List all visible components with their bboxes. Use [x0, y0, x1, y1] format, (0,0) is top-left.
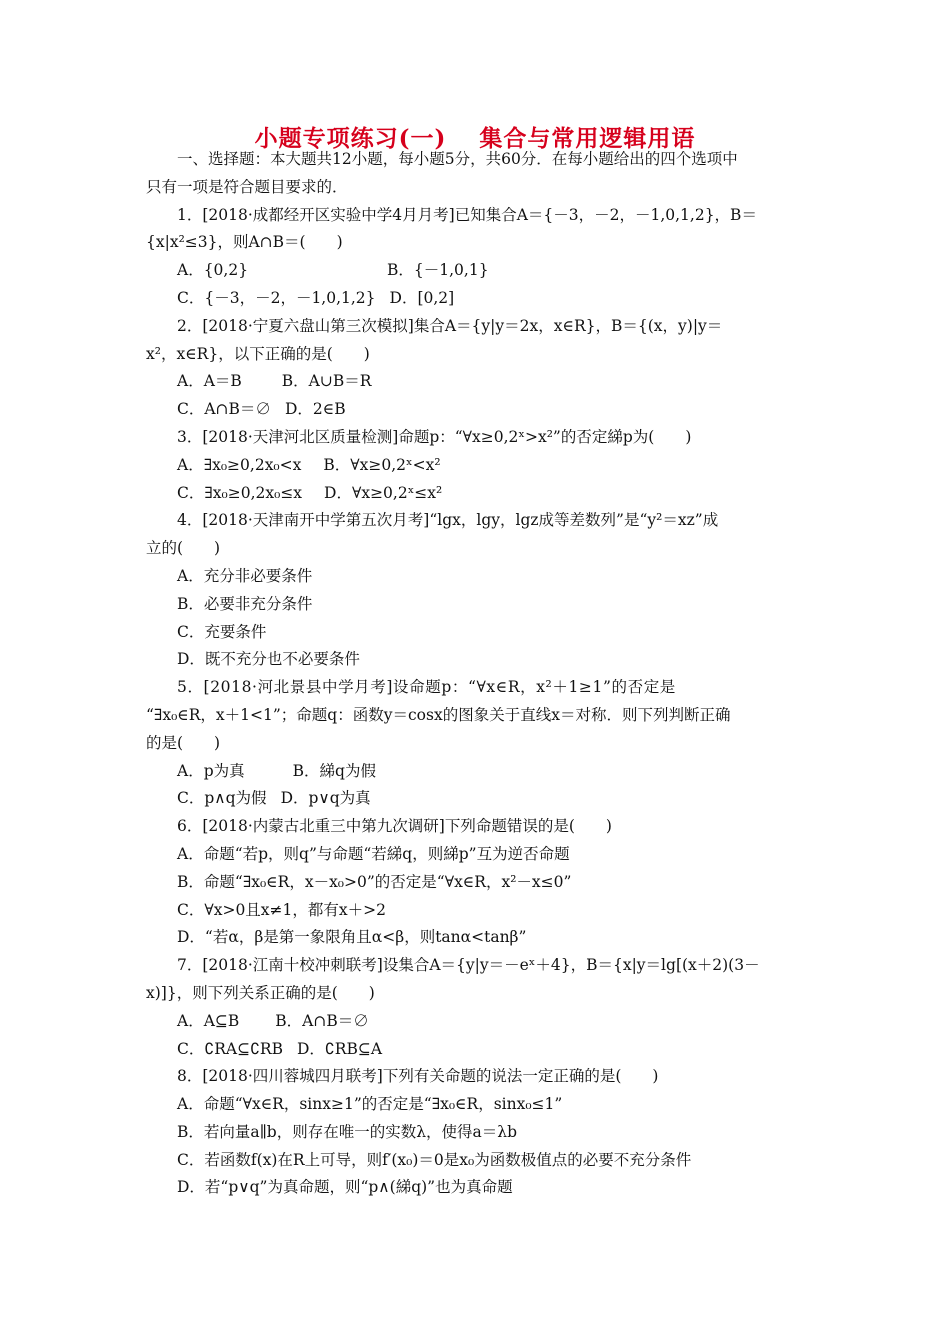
option-d: D．∁RB⊆A: [297, 1039, 383, 1058]
option-b: B．A∩B＝∅: [275, 1011, 369, 1030]
option-b: B．{－1,0,1}: [387, 261, 489, 280]
option-a: A．p为真: [177, 761, 245, 780]
option-d: D．若“p∨q”为真命题，则“p∧(綈q)”也为真命题: [177, 1178, 513, 1197]
question-7-stem: 7．[2018·江南十校冲刺联考]设集合A＝{y|y＝－eˣ＋4}，B＝{x|y＝lg[(x＋2)(3－: [177, 956, 760, 975]
option-d: D．既不充分也不必要条件: [177, 650, 360, 669]
question-5-options: [146, 758, 810, 786]
option-d: D．p∨q为真: [280, 789, 371, 808]
option-a: A．命题“若p，则q”与命题“若綈q，则綈p”互为逆否命题: [177, 844, 570, 863]
option-c: C．p∧q为假: [177, 789, 267, 808]
option-a: A．A⊆B: [177, 1011, 240, 1030]
question-6-stem: 6．[2018·内蒙古北重三中第九次调研]下列命题错误的是( ): [177, 817, 612, 836]
question-4-stem: 4．[2018·天津南开中学第五次月考]“lgx，lgy，lgz成等差数列”是“y²＝xz”成: [177, 511, 719, 530]
question-5-stem: 的是( ): [146, 733, 221, 752]
question-3-stem: 3．[2018·天津河北区质量检测]命题p：“∀x≥0,2ˣ>x²”的否定綈p为( ): [177, 427, 692, 446]
question-2-options: [146, 368, 810, 396]
question-4-stem: 立的( ): [146, 539, 221, 558]
option-d: D．∀x≥0,2ˣ≤x²: [324, 483, 443, 502]
option-b: B．綈q为假: [292, 761, 376, 780]
question-7-stem: x)]}，则下列关系正确的是( ): [146, 983, 375, 1002]
option-a: A．A＝B: [177, 372, 242, 391]
option-b: B．必要非充分条件: [177, 594, 313, 613]
question-5-stem: “∃x₀∈R，x＋1<1”；命题q：函数y＝cosx的图象关于直线x＝对称．则下列判断正确: [146, 705, 731, 724]
section-intro: 只有一项是符合题目要求的．: [146, 177, 348, 196]
question-3-options: [146, 452, 810, 480]
option-a: A．充分非必要条件: [177, 566, 313, 585]
question-1-stem: 1．[2018·成都经开区实验中学4月月考]已知集合A＝{－3，－2，－1,0,1,2}，B＝: [177, 205, 757, 224]
option-d: D．2∈B: [284, 400, 346, 419]
option-c: C．∃x₀≥0,2x₀≤x: [177, 483, 303, 502]
page-title: 小题专项练习(一) 集合与常用逻辑用语: [254, 125, 696, 152]
question-1-options: [146, 285, 810, 313]
option-c: C．{－3，－2，－1,0,1,2}: [177, 288, 376, 307]
option-c: C．∀x>0且x≠1，都有x＋>2: [177, 900, 386, 919]
option-d: D．[0,2]: [389, 288, 455, 307]
option-d: D．“若α，β是第一象限角且α<β，则tanα<tanβ”: [177, 928, 527, 947]
question-3-options: [146, 480, 810, 508]
option-c: C．充要条件: [177, 622, 267, 641]
question-section: [146, 146, 810, 1202]
question-5-options: [146, 785, 810, 813]
question-1-stem: {x|x²≤3}，则A∩B＝( ): [146, 233, 343, 252]
option-b: B．若向量a∥b，则存在唯一的实数λ，使得a＝λb: [177, 1122, 518, 1141]
option-c: C．∁RA⊆∁RB: [177, 1039, 283, 1058]
question-5-stem: 5．[2018·河北景县中学月考]设命题p：“∀x∈R，x²＋1≥1”的否定是: [177, 678, 676, 697]
option-c: C．若函数f(x)在R上可导，则f′(x₀)＝0是x₀为函数极值点的必要不充分条件: [177, 1150, 692, 1169]
question-2-options: [146, 396, 810, 424]
option-a: A．命题“∀x∈R，sinx≥1”的否定是“∃x₀∈R，sinx₀≤1”: [177, 1095, 563, 1114]
option-c: C．A∩B＝∅: [177, 400, 271, 419]
option-a: A．∃x₀≥0,2x₀<x: [177, 455, 302, 474]
option-b: B．∀x≥0,2ˣ<x²: [323, 455, 441, 474]
question-2-stem: x²，x∈R}，以下正确的是( ): [146, 344, 370, 363]
question-7-options: [146, 1036, 810, 1064]
question-2-stem: 2．[2018·宁夏六盘山第三次模拟]集合A＝{y|y＝2x，x∈R}，B＝{(x，y)|y＝: [177, 316, 723, 335]
section-intro: 一、选择题：本大题共12小题，每小题5分，共60分．在每小题给出的四个选项中: [177, 150, 738, 168]
question-7-options: [146, 1008, 810, 1036]
question-1-options: [146, 257, 810, 285]
option-a: A．{0,2}: [177, 261, 249, 280]
option-b: B．A∪B＝R: [281, 372, 372, 391]
option-b: B．命题“∃x₀∈R，x－x₀>0”的否定是“∀x∈R，x²－x≤0”: [177, 872, 572, 891]
question-8-stem: 8．[2018·四川蓉城四月联考]下列有关命题的说法一定正确的是( ): [177, 1067, 659, 1086]
